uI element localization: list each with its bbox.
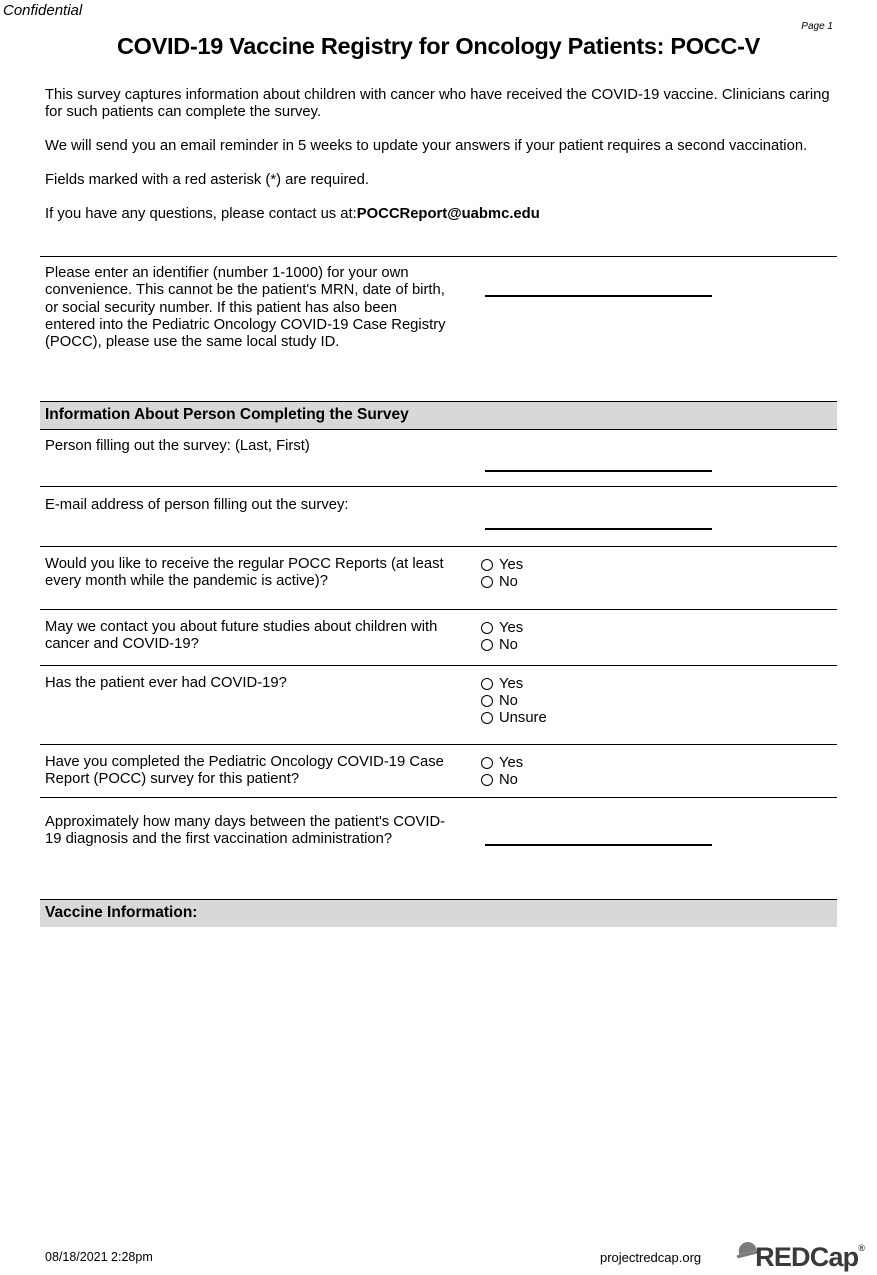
- option-label: Yes: [499, 675, 524, 692]
- option-label: Unsure: [499, 710, 547, 727]
- had-covid-options: [481, 675, 837, 727]
- future-studies-option-yes[interactable]: [481, 619, 837, 636]
- confidential-label: Confidential: [3, 2, 83, 19]
- contact-prefix: If you have any questions, please contact us at:: [45, 206, 357, 222]
- option-label: No: [499, 637, 518, 654]
- projectredcap-link[interactable]: projectredcap.org: [599, 1249, 702, 1265]
- page-title: COVID-19 Vaccine Registry for Oncology Patients: POCC-V: [117, 33, 760, 59]
- page-number: Page 1: [801, 21, 833, 32]
- reports-question-label: Would you like to receive the regular POCC Reports (at least every month while the pandemic is active)?: [45, 556, 444, 590]
- pocc-survey-option-yes[interactable]: [481, 754, 837, 771]
- question-row-identifier: [40, 256, 837, 401]
- radio-button-icon[interactable]: [481, 576, 493, 588]
- reports-options: [481, 556, 837, 591]
- identifier-input[interactable]: [485, 295, 712, 297]
- pocc-survey-option-no[interactable]: [481, 771, 837, 788]
- person-answer-area: [481, 438, 837, 472]
- person-name-input[interactable]: [485, 470, 712, 472]
- person-question-label: Person filling out the survey: (Last, First): [45, 438, 310, 454]
- question-row-reports: [40, 547, 837, 610]
- intro-paragraph-1: This survey captures information about children with cancer who have received the COVID-19 vaccine. Clinicians caring for such patients can complete the survey.: [45, 87, 830, 120]
- reports-option-no[interactable]: [481, 573, 837, 590]
- question-row-had-covid: [40, 666, 837, 745]
- radio-button-icon[interactable]: [481, 678, 493, 690]
- option-label: No: [499, 772, 518, 789]
- contact-email: POCCReport@uabmc.edu: [356, 206, 540, 222]
- option-label: Yes: [499, 754, 524, 771]
- radio-button-icon[interactable]: [481, 695, 493, 707]
- redcap-logo-text: REDCap: [755, 1242, 859, 1272]
- radio-button-icon[interactable]: [481, 639, 493, 651]
- option-label: No: [499, 574, 518, 591]
- option-label: Yes: [499, 556, 524, 573]
- email-question-label: E-mail address of person filling out the survey:: [45, 497, 349, 513]
- option-label: Yes: [499, 619, 524, 636]
- future-studies-option-no[interactable]: [481, 636, 837, 653]
- page-footer: [0, 1242, 877, 1272]
- radio-button-icon[interactable]: [481, 559, 493, 571]
- redcap-logo: [735, 1242, 865, 1272]
- pocc-survey-options: [481, 754, 837, 789]
- section-header-vaccine-info: Vaccine Information:: [40, 899, 837, 927]
- question-row-pocc-survey: [40, 745, 837, 798]
- email-answer-area: [481, 497, 837, 530]
- days-input[interactable]: [485, 844, 712, 846]
- option-label: No: [499, 693, 518, 710]
- future-studies-question-label: May we contact you about future studies about children with cancer and COVID-19?: [45, 619, 438, 653]
- question-row-days: [40, 798, 837, 899]
- registered-trademark-icon: ®: [858, 1243, 865, 1253]
- had-covid-option-no[interactable]: [481, 692, 837, 709]
- question-row-future-studies: [40, 610, 837, 666]
- identifier-answer-area: [481, 265, 837, 297]
- intro-paragraph-2: We will send you an email reminder in 5 weeks to update your answers if your patient requires a second vaccination.: [45, 138, 808, 154]
- intro-paragraph-3: Fields marked with a red asterisk (*) are required.: [45, 172, 370, 188]
- days-answer-area: [481, 814, 837, 846]
- had-covid-option-yes[interactable]: [481, 675, 837, 692]
- radio-button-icon[interactable]: [481, 757, 493, 769]
- intro-text: [40, 87, 832, 223]
- question-row-person: [40, 430, 837, 487]
- survey-page: [40, 0, 837, 927]
- question-row-email: [40, 487, 837, 547]
- intro-contact-line: [45, 206, 832, 223]
- email-input[interactable]: [485, 528, 712, 530]
- radio-button-icon[interactable]: [481, 774, 493, 786]
- future-studies-options: [481, 619, 837, 654]
- days-question-label: Approximately how many days between the patient's COVID-19 diagnosis and the first vaccination administration?: [45, 814, 446, 848]
- had-covid-question-label: Has the patient ever had COVID-19?: [45, 675, 287, 691]
- survey-form: [40, 256, 837, 927]
- identifier-question-label: Please enter an identifier (number 1-1000) for your own convenience. This cannot be the patient's MRN, date of birth, or social security number. If this patient has also been entered into the Pediatric Oncology COVID-19 Case Registry (POCC), please use the same local study ID.: [45, 265, 446, 351]
- had-covid-option-unsure[interactable]: [481, 710, 837, 727]
- reports-option-yes[interactable]: [481, 556, 837, 573]
- section-header-person-info: Information About Person Completing the Survey: [40, 401, 837, 430]
- footer-right-group: [600, 1242, 865, 1272]
- pocc-survey-question-label: Have you completed the Pediatric Oncology COVID-19 Case Report (POCC) survey for this patient?: [45, 754, 444, 788]
- radio-button-icon[interactable]: [481, 622, 493, 634]
- radio-button-icon[interactable]: [481, 712, 493, 724]
- footer-timestamp: 08/18/2021 2:28pm: [45, 1250, 153, 1264]
